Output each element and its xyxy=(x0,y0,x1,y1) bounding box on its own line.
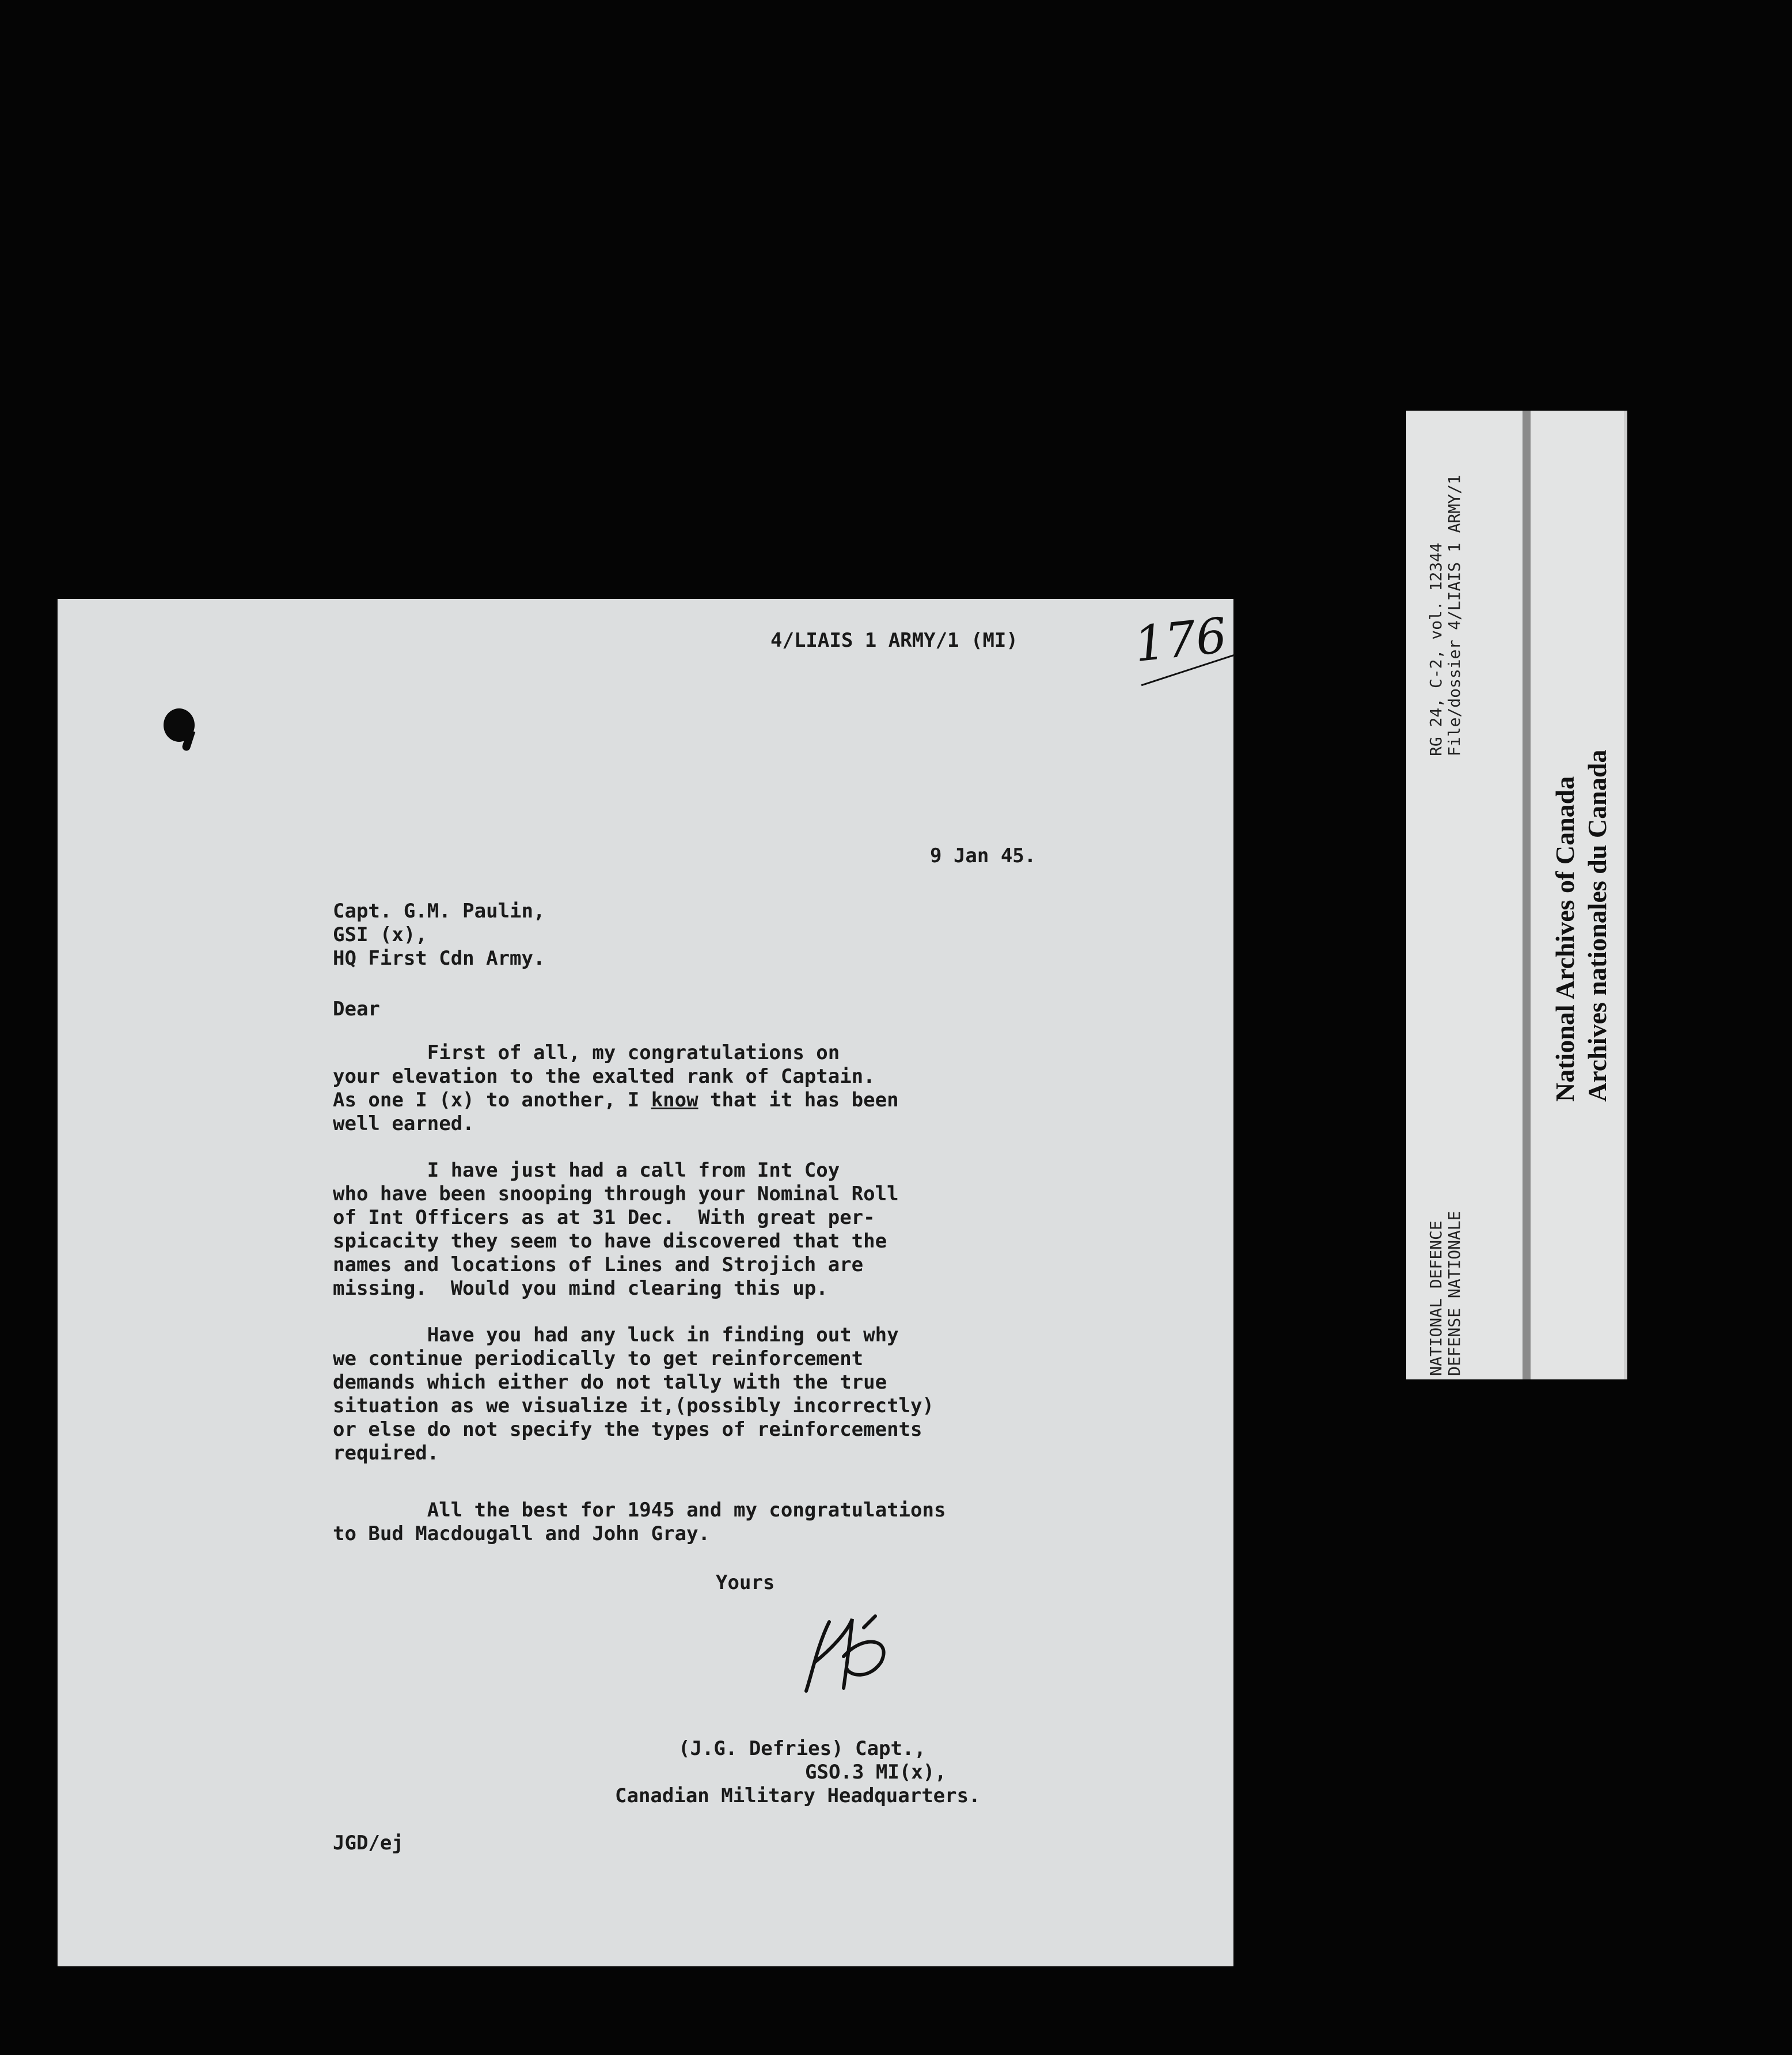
paragraph-1-start: First of all, my congratulations on your elevation to the exalted rank of Captain. As one I (x) to another, I xyxy=(333,1041,875,1112)
letter-page xyxy=(58,599,1233,1966)
archives-stamp xyxy=(1406,411,1627,1379)
letter-date: 9 Jan 45. xyxy=(930,844,1037,867)
defence-label-fr: DEFENSE NATIONALE xyxy=(1445,1211,1464,1376)
stamp-divider xyxy=(1523,411,1531,1379)
addressee-line: GSI (x), xyxy=(333,923,427,946)
paragraph-2: I have just had a call from Int Coy who have been snooping through your Nominal Roll of Int Officers as at 31 Dec. With great per- spicacity they seem to have discovered that the names and locations of Lines and Strojich are missing. Would you mind clearing this up. xyxy=(333,1159,899,1300)
paragraph-4: All the best for 1945 and my congratulations to Bud Macdougall and John Gray. xyxy=(333,1499,946,1545)
defence-label-en: NATIONAL DEFENCE xyxy=(1426,1220,1445,1376)
signatory-title: GSO.3 MI(x), xyxy=(805,1761,947,1784)
defence-label xyxy=(1427,1211,1464,1376)
handwritten-page-number: 176 xyxy=(1132,606,1230,673)
addressee-line: HQ First Cdn Army. xyxy=(333,947,545,970)
paragraph-1-end: that it has been well earned. xyxy=(333,1089,899,1135)
stamp-edge xyxy=(1624,411,1627,1379)
underlined-word: know xyxy=(651,1089,698,1112)
file-reference-line: RG 24, C-2, vol. 12344 xyxy=(1426,543,1445,756)
file-reference-label xyxy=(1427,475,1464,756)
signature-block xyxy=(615,1737,981,1808)
paragraph-1 xyxy=(333,1041,899,1136)
punch-hole-mark xyxy=(164,708,195,742)
archives-label-fr: Archives nationales du Canada xyxy=(1582,749,1612,1102)
typist-initials: JGD/ej xyxy=(333,1832,404,1855)
addressee-block xyxy=(333,900,545,970)
closing: Yours xyxy=(716,1571,775,1594)
file-reference: 4/LIAIS 1 ARMY/1 (MI) xyxy=(770,629,1018,652)
signatory-name: (J.G. Defries) Capt., xyxy=(678,1737,926,1760)
handwritten-signature xyxy=(795,1610,904,1703)
signatory-office: Canadian Military Headquarters. xyxy=(615,1784,981,1807)
archives-label xyxy=(1549,750,1613,1102)
paragraph-3: Have you had any luck in finding out why we continue periodically to get reinforcement demands which either do not tally with the true situation as we visualize it,(possibly incorrectly) or else do not specify the types of reinforcements required. xyxy=(333,1324,934,1465)
addressee-line: Capt. G.M. Paulin, xyxy=(333,900,545,923)
archives-label-en: National Archives of Canada xyxy=(1550,776,1580,1102)
file-reference-line: File/dossier 4/LIAIS 1 ARMY/1 xyxy=(1445,475,1464,756)
salutation: Dear xyxy=(333,998,380,1021)
